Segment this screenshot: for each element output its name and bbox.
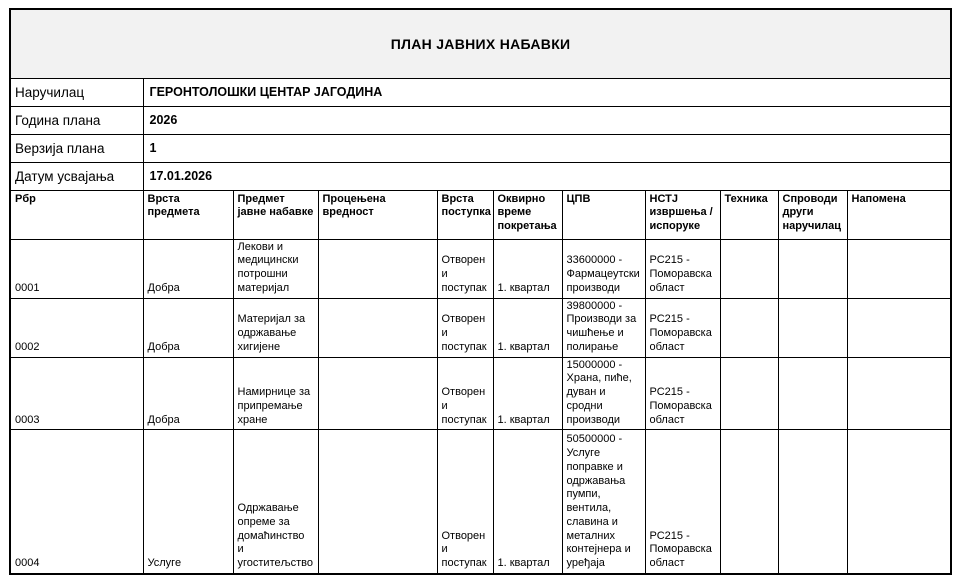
verzija-plana-value: 1 <box>143 134 951 162</box>
cell-procenjena-vrednost <box>318 239 437 298</box>
cell-rbr: 0001 <box>10 239 143 298</box>
cell-cpv: 39800000 - Производи за чишћење и полирање <box>562 298 645 357</box>
page-title: ПЛАН ЈАВНИХ НАБАВКИ <box>10 9 951 78</box>
narucilac-value: ГЕРОНТОЛОШКИ ЦЕНТАР ЈАГОДИНА <box>143 78 951 106</box>
godina-plana-label: Година плана <box>10 106 143 134</box>
cell-nstj: РС215 - Поморавска област <box>645 298 720 357</box>
cell-procenjena-vrednost <box>318 298 437 357</box>
cell-tehnika <box>720 430 778 574</box>
cell-cpv: 50500000 - Услуге поправке и одржавања пумпи, вентила, славина и металних контејнера и уређаја <box>562 430 645 574</box>
column-header-sprovodi-drugi: Спроводи други наручилац <box>778 190 847 239</box>
cell-vrsta-predmeta: Добра <box>143 298 233 357</box>
table-row <box>10 357 951 430</box>
column-header-vrsta-postupka: Врста поступка <box>437 190 493 239</box>
cell-procenjena-vrednost <box>318 430 437 574</box>
cell-vrsta-postupka: Отворени поступак <box>437 239 493 298</box>
cell-rbr: 0002 <box>10 298 143 357</box>
column-header-okvirno-vreme: Оквирно време покретања <box>493 190 562 239</box>
cell-predmet: Одржавање опреме за домаћинство и угоститељство <box>233 430 318 574</box>
cell-napomena <box>847 298 951 357</box>
cell-predmet: Намирнице за припремање хране <box>233 357 318 430</box>
narucilac-label: Наручилац <box>10 78 143 106</box>
info-row-godina <box>10 106 951 134</box>
table-row <box>10 298 951 357</box>
cell-nstj: РС215 - Поморавска област <box>645 430 720 574</box>
verzija-plana-label: Верзија плана <box>10 134 143 162</box>
cell-napomena <box>847 357 951 430</box>
cell-nstj: РС215 - Поморавска област <box>645 239 720 298</box>
column-header-predmet: Предмет јавне набавке <box>233 190 318 239</box>
cell-okvirno-vreme: 1. квартал <box>493 298 562 357</box>
table-header-row <box>10 190 951 239</box>
table-row <box>10 430 951 574</box>
info-row-datum <box>10 162 951 190</box>
cell-vrsta-predmeta: Добра <box>143 239 233 298</box>
cell-sprovodi-drugi <box>778 430 847 574</box>
cell-tehnika <box>720 357 778 430</box>
column-header-procenjena-vrednost: Процењена вредност <box>318 190 437 239</box>
info-row-narucilac <box>10 78 951 106</box>
column-header-cpv: ЦПВ <box>562 190 645 239</box>
cell-vrsta-postupka: Отворени поступак <box>437 430 493 574</box>
cell-tehnika <box>720 239 778 298</box>
cell-okvirno-vreme: 1. квартал <box>493 357 562 430</box>
cell-cpv: 33600000 - Фармацеутски производи <box>562 239 645 298</box>
column-header-rbr: Рбр <box>10 190 143 239</box>
datum-usvajanja-value: 17.01.2026 <box>143 162 951 190</box>
cell-cpv: 15000000 - Храна, пиће, дуван и сродни производи <box>562 357 645 430</box>
cell-predmet: Материјал за одржавање хигијене <box>233 298 318 357</box>
cell-rbr: 0004 <box>10 430 143 574</box>
cell-okvirno-vreme: 1. квартал <box>493 430 562 574</box>
cell-okvirno-vreme: 1. квартал <box>493 239 562 298</box>
datum-usvajanja-label: Датум усвајања <box>10 162 143 190</box>
cell-sprovodi-drugi <box>778 239 847 298</box>
table-row <box>10 239 951 298</box>
cell-predmet: Лекови и медицински потрошни материјал <box>233 239 318 298</box>
cell-nstj: РС215 - Поморавска област <box>645 357 720 430</box>
cell-vrsta-postupka: Отворени поступак <box>437 357 493 430</box>
cell-vrsta-predmeta: Добра <box>143 357 233 430</box>
cell-napomena <box>847 430 951 574</box>
cell-napomena <box>847 239 951 298</box>
cell-vrsta-predmeta: Услуге <box>143 430 233 574</box>
cell-sprovodi-drugi <box>778 298 847 357</box>
title-row <box>10 9 951 78</box>
column-header-tehnika: Техника <box>720 190 778 239</box>
procurement-plan-table <box>9 8 952 575</box>
info-row-verzija <box>10 134 951 162</box>
cell-sprovodi-drugi <box>778 357 847 430</box>
cell-rbr: 0003 <box>10 357 143 430</box>
column-header-napomena: Напомена <box>847 190 951 239</box>
cell-procenjena-vrednost <box>318 357 437 430</box>
godina-plana-value: 2026 <box>143 106 951 134</box>
column-header-vrsta-predmeta: Врста предмета <box>143 190 233 239</box>
cell-tehnika <box>720 298 778 357</box>
cell-vrsta-postupka: Отворени поступак <box>437 298 493 357</box>
column-header-nstj: НСТЈ извршења / испоруке <box>645 190 720 239</box>
